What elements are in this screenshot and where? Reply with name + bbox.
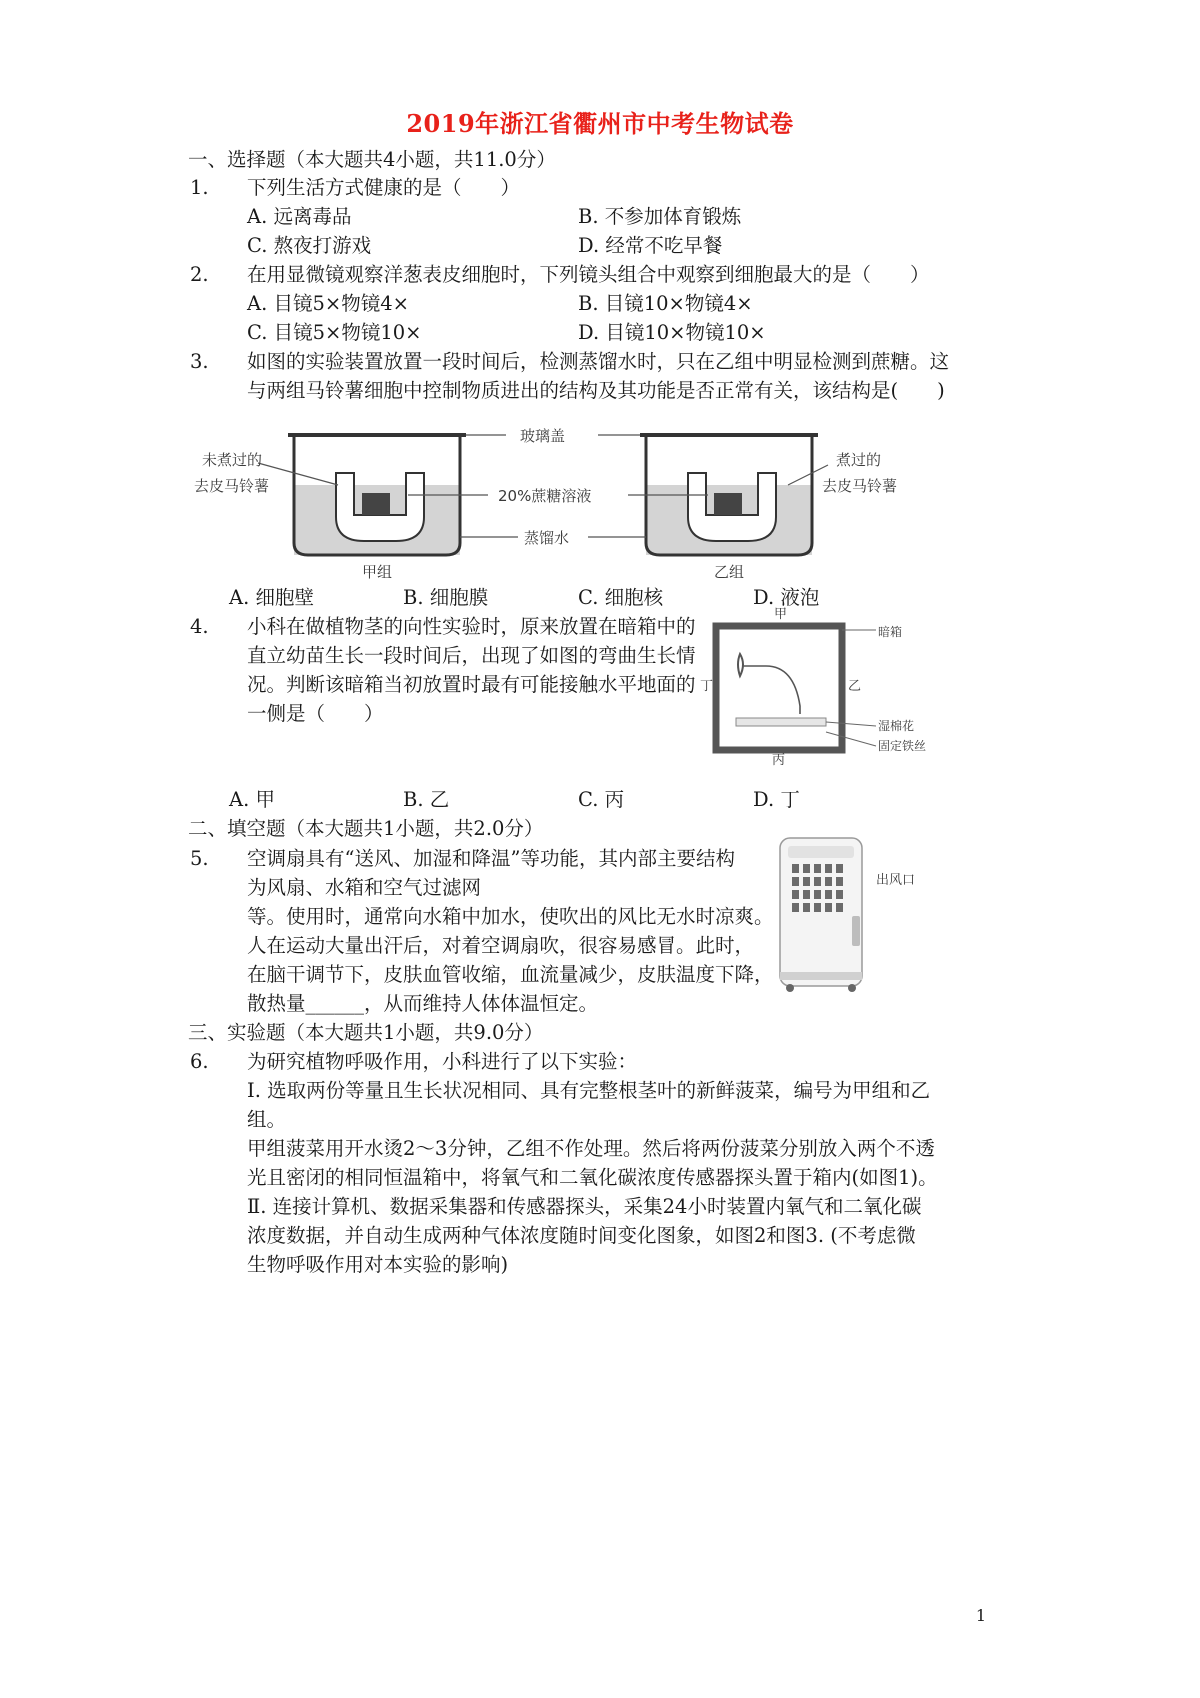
label-boiled-1: 煮过的 — [836, 451, 882, 469]
option-a: A. 目镜5×物镜4× — [247, 292, 409, 315]
option-b: B. 目镜10×物镜4× — [578, 292, 753, 315]
question-text-line: 光且密闭的相同恒温箱中，将氧气和二氧化碳浓度传感器探头置于箱内(如图1)。 — [247, 1166, 938, 1189]
option-d: D. 经常不吃早餐 — [578, 234, 723, 257]
label-boiled-2: 去皮马铃薯 — [822, 477, 898, 495]
question-text: 下列生活方式健康的是（ ） — [247, 176, 521, 199]
label-group-a: 甲组 — [362, 563, 393, 581]
question-text-line: 为风扇、水箱和空气过滤网 — [247, 876, 482, 899]
option-d: D. 目镜10×物镜10× — [578, 321, 766, 344]
label-sucrose-solution: 20%蔗糖溶液 — [498, 487, 592, 505]
question-text-line: 为研究植物呼吸作用，小科进行了以下实验： — [247, 1050, 638, 1073]
dark-box-seedling-figure — [700, 606, 928, 766]
question-text-line: 散热量______，从而维持人体体温恒定。 — [247, 992, 599, 1015]
question-number: 3. — [190, 350, 209, 373]
question-text-line: 直立幼苗生长一段时间后，出现了如图的弯曲生长情 — [247, 644, 696, 667]
question-number: 6. — [190, 1050, 209, 1073]
option-d: D. 液泡 — [753, 586, 820, 609]
question-text-line: 况。判断该暗箱当初放置时最有可能接触水平地面的 — [247, 673, 696, 696]
question-text: 在用显微镜观察洋葱表皮细胞时，下列镜头组合中观察到细胞最大的是（ ） — [247, 263, 930, 286]
option-c: C. 目镜5×物镜10× — [247, 321, 422, 344]
label-air-outlet: 出风口 — [876, 873, 916, 888]
section-heading-fill: 二、填空题（本大题共1小题，共2.0分） — [188, 817, 544, 840]
page-number: 1 — [975, 1606, 986, 1625]
question-text-line: 如图的实验装置放置一段时间后，检测蒸馏水时，只在乙组中明显检测到蔗糖。这 — [247, 350, 950, 373]
option-b: B. 细胞膜 — [403, 586, 489, 609]
option-c: C. 细胞核 — [578, 586, 664, 609]
question-text-line: 生物呼吸作用对本实验的影响) — [247, 1253, 509, 1276]
question-text-line: Ⅰ. 选取两份等量且生长状况相同、具有完整根茎叶的新鲜菠菜，编号为甲组和乙 — [247, 1079, 931, 1102]
label-unboiled-1: 未煮过的 — [202, 451, 263, 469]
option-a: A. 远离毒品 — [247, 205, 352, 228]
potato-sucrose-experiment-figure — [188, 425, 928, 585]
question-text-line: 小科在做植物茎的向性实验时，原来放置在暗箱中的 — [247, 615, 696, 638]
question-text-line: 甲组菠菜用开水烫2～3分钟，乙组不作处理。然后将两份菠菜分别放入两个不透 — [247, 1137, 935, 1160]
question-text-line: 空调扇具有“送风、加湿和降温”等功能，其内部主要结构 — [247, 847, 735, 870]
question-text-line: 等。使用时，通常向水箱中加水，使吹出的风比无水时凉爽。 — [247, 905, 774, 928]
option-b: B. 乙 — [403, 788, 450, 811]
question-text-line: Ⅱ. 连接计算机、数据采集器和传感器探头，采集24小时装置内氧气和二氧化碳 — [247, 1195, 922, 1218]
question-text-line: 与两组马铃薯细胞中控制物质进出的结构及其功能是否正常有关，该结构是( ) — [247, 379, 945, 402]
option-b: B. 不参加体育锻炼 — [578, 205, 742, 228]
option-c: C. 熬夜打游戏 — [247, 234, 372, 257]
question-number: 2. — [190, 263, 209, 286]
option-a: A. 甲 — [229, 788, 275, 811]
question-text-line: 组。 — [247, 1108, 287, 1131]
question-text-line: 在脑干调节下，皮肤血管收缩，血流量减少，皮肤温度下降， — [247, 963, 774, 986]
option-d: D. 丁 — [753, 788, 800, 811]
page-title: 2019年浙江省衢州市中考生物试卷 — [406, 109, 794, 138]
label-fixing-wire: 固定铁丝 — [878, 739, 927, 753]
label-unboiled-2: 去皮马铃薯 — [194, 477, 270, 495]
option-c: C. 丙 — [578, 788, 625, 811]
label-side-right: 乙 — [848, 679, 862, 694]
label-wet-cotton: 湿棉花 — [878, 719, 915, 733]
question-number: 1. — [190, 176, 209, 199]
question-text-line: 浓度数据，并自动生成两种气体浓度随时间变化图象，如图2和图3. (不考虑微 — [247, 1224, 916, 1247]
option-a: A. 细胞壁 — [229, 586, 314, 609]
section-heading-experiment: 三、实验题（本大题共1小题，共9.0分） — [188, 1021, 544, 1044]
label-side-left: 丁 — [700, 679, 714, 694]
label-dark-box: 暗箱 — [878, 625, 903, 639]
question-text-line: 一侧是（ ） — [247, 702, 384, 725]
air-cooler-figure — [768, 832, 938, 1000]
question-number: 5. — [190, 847, 209, 870]
label-glass-lid: 玻璃盖 — [520, 427, 566, 445]
section-heading-choice: 一、选择题（本大题共4小题，共11.0分） — [188, 148, 556, 171]
label-distilled-water: 蒸馏水 — [524, 529, 570, 547]
question-number: 4. — [190, 615, 209, 638]
label-side-bottom: 丙 — [772, 753, 786, 766]
question-text-line: 人在运动大量出汗后，对着空调扇吹，很容易感冒。此时， — [247, 934, 755, 957]
label-group-b: 乙组 — [714, 563, 745, 581]
label-side-top: 甲 — [774, 607, 788, 622]
